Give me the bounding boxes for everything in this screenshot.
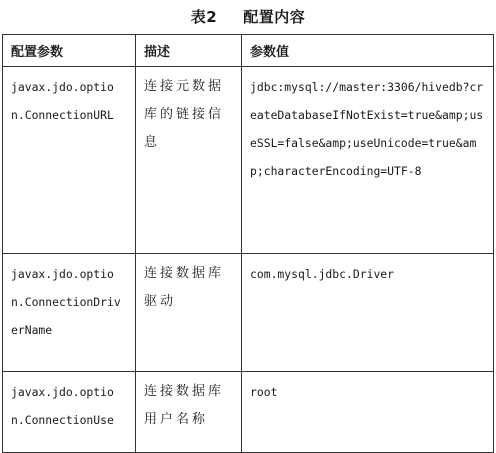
- desc-cell: 连接数据库用户名称: [136, 372, 242, 453]
- value-cell: jdbc:mysql://master:3306/hivedb?createDatabaseIfNotExist=true&amp;useSSL=false&amp;useUnicode=true&amp;characterEncoding=UTF-8: [242, 67, 494, 254]
- table-caption: [0, 6, 496, 27]
- param-cell: javax.jdo.option.ConnectionURL: [3, 67, 136, 254]
- header-desc: 描述: [136, 35, 242, 67]
- desc-cell: 连接数据库驱动: [136, 254, 242, 372]
- value-cell: root: [242, 372, 494, 453]
- table-title: 配置内容: [243, 8, 306, 26]
- table-row: [3, 372, 494, 453]
- table-row: [3, 254, 494, 372]
- desc-cell: 连接元数据库的链接信息: [136, 67, 242, 254]
- value-cell: com.mysql.jdbc.Driver: [242, 254, 494, 372]
- param-cell: javax.jdo.option.ConnectionDriverName: [3, 254, 136, 372]
- param-cell: javax.jdo.option.ConnectionUse: [3, 372, 136, 453]
- header-value: 参数值: [242, 35, 494, 67]
- table-number: 表2: [190, 8, 218, 26]
- config-table: [2, 34, 494, 453]
- header-param: 配置参数: [3, 35, 136, 67]
- header-row: [3, 35, 494, 67]
- table-row: [3, 67, 494, 254]
